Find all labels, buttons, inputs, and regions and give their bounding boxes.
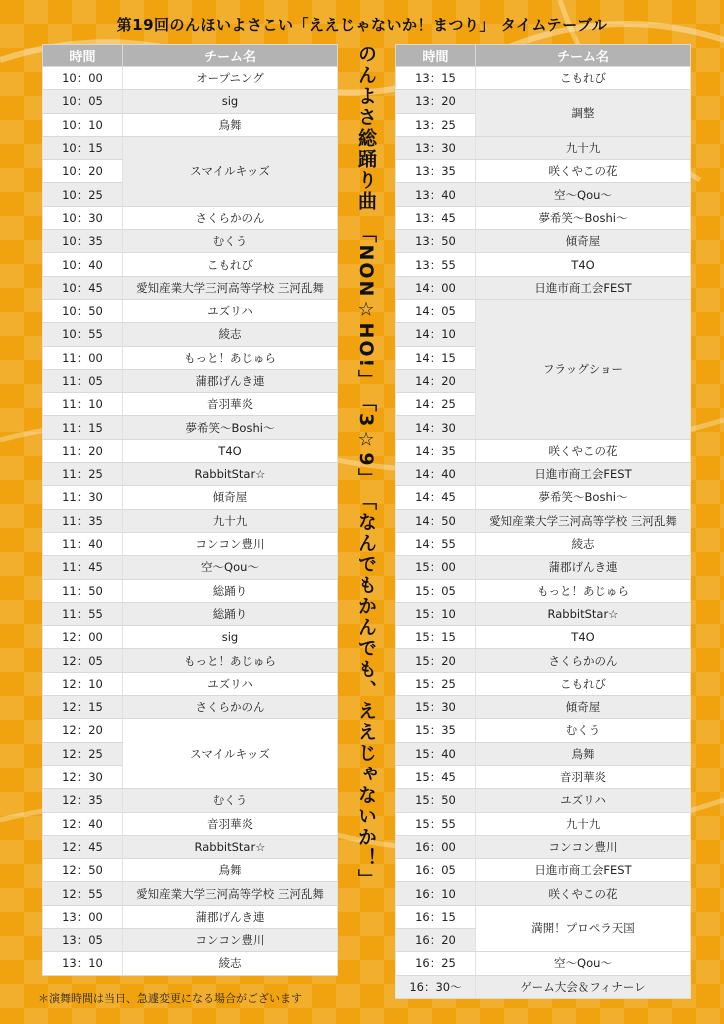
slot-time: 15：50 xyxy=(396,789,476,812)
team-column-header: チーム名 xyxy=(123,45,338,67)
schedule-row xyxy=(396,649,691,672)
slot-time: 12：15 xyxy=(43,696,123,719)
schedule-row xyxy=(396,835,691,858)
schedule-row xyxy=(43,369,338,392)
slot-time: 13：10 xyxy=(43,952,123,975)
slot-time: 10：50 xyxy=(43,299,123,322)
slot-time: 11：25 xyxy=(43,463,123,486)
slot-team: こもれび xyxy=(476,672,691,695)
slot-time: 15：05 xyxy=(396,579,476,602)
schedule-row xyxy=(396,160,691,183)
schedule-row xyxy=(43,206,338,229)
slot-time: 12：45 xyxy=(43,835,123,858)
slot-time: 10：20 xyxy=(43,160,123,183)
slot-team: 日進市商工会FEST xyxy=(476,463,691,486)
schedule-row xyxy=(396,90,691,113)
slot-time: 12：40 xyxy=(43,812,123,835)
slot-time: 12：35 xyxy=(43,789,123,812)
team-column-header: チーム名 xyxy=(476,45,691,67)
slot-team: もっと！あじゅら xyxy=(123,649,338,672)
slot-time: 14：05 xyxy=(396,299,476,322)
table-header-row xyxy=(43,45,338,67)
time-column-header: 時間 xyxy=(43,45,123,67)
slot-team: こもれび xyxy=(123,253,338,276)
slot-time: 14：20 xyxy=(396,369,476,392)
schedule-row xyxy=(396,439,691,462)
slot-team: 蒲郡げんき連 xyxy=(123,369,338,392)
slot-team: 愛知産業大学三河高等学校 三河乱舞 xyxy=(123,882,338,905)
slot-team: 愛知産業大学三河高等学校 三河乱舞 xyxy=(476,509,691,532)
slot-time: 14：35 xyxy=(396,439,476,462)
schedule-row xyxy=(43,835,338,858)
slot-time: 16：10 xyxy=(396,882,476,905)
schedule-row xyxy=(43,532,338,555)
slot-team: もっと！あじゅら xyxy=(123,346,338,369)
slot-time: 15：55 xyxy=(396,812,476,835)
slot-team: 蒲郡げんき連 xyxy=(476,556,691,579)
slot-time: 12：05 xyxy=(43,649,123,672)
slot-team: 夢希笑〜Boshi〜 xyxy=(476,206,691,229)
slot-time: 13：50 xyxy=(396,230,476,253)
slot-time: 14：30 xyxy=(396,416,476,439)
slot-team: 鳥舞 xyxy=(123,113,338,136)
slot-time: 10：05 xyxy=(43,90,123,113)
slot-time: 14：45 xyxy=(396,486,476,509)
slot-time: 13：25 xyxy=(396,113,476,136)
schedule-row xyxy=(43,90,338,113)
slot-team: フラッグショー xyxy=(476,299,691,439)
schedule-row xyxy=(396,299,691,322)
slot-time: 10：10 xyxy=(43,113,123,136)
schedule-row xyxy=(396,532,691,555)
slot-team: 夢希笑〜Boshi〜 xyxy=(123,416,338,439)
slot-time: 11：20 xyxy=(43,439,123,462)
slot-team: 綾志 xyxy=(476,532,691,555)
slot-time: 12：30 xyxy=(43,765,123,788)
slot-time: 11：40 xyxy=(43,532,123,555)
schedule-row xyxy=(396,789,691,812)
slot-team: 傾奇屋 xyxy=(476,230,691,253)
schedule-row xyxy=(396,602,691,625)
slot-time: 12：10 xyxy=(43,672,123,695)
slot-team: スマイルキッズ xyxy=(123,719,338,789)
schedule-row xyxy=(43,253,338,276)
slot-time: 14：10 xyxy=(396,323,476,346)
schedule-row xyxy=(43,486,338,509)
slot-team: 咲くやこの花 xyxy=(476,160,691,183)
slot-team: 満開！プロペラ天国 xyxy=(476,905,691,952)
slot-time: 13：00 xyxy=(43,905,123,928)
schedule-row xyxy=(43,696,338,719)
slot-team: 音羽華炎 xyxy=(123,393,338,416)
schedule-row xyxy=(43,859,338,882)
slot-time: 15：40 xyxy=(396,742,476,765)
slot-time: 14：55 xyxy=(396,532,476,555)
slot-time: 10：40 xyxy=(43,253,123,276)
schedule-row xyxy=(396,975,691,998)
slot-time: 11：45 xyxy=(43,556,123,579)
slot-time: 10：45 xyxy=(43,276,123,299)
slot-team: RabbitStar☆ xyxy=(123,835,338,858)
slot-team: 九十九 xyxy=(476,812,691,835)
slot-team: T4O xyxy=(476,253,691,276)
schedule-row xyxy=(396,253,691,276)
slot-team: 空〜Qou〜 xyxy=(476,952,691,975)
slot-team: 咲くやこの花 xyxy=(476,439,691,462)
schedule-row xyxy=(43,579,338,602)
slot-time: 16：25 xyxy=(396,952,476,975)
slot-team: コンコン豊川 xyxy=(123,928,338,951)
slot-team: 夢希笑〜Boshi〜 xyxy=(476,486,691,509)
schedule-row xyxy=(43,463,338,486)
slot-team: 音羽華炎 xyxy=(123,812,338,835)
slot-time: 15：35 xyxy=(396,719,476,742)
slot-team: オープニング xyxy=(123,67,338,90)
slot-team: T4O xyxy=(476,626,691,649)
slot-time: 12：55 xyxy=(43,882,123,905)
slot-time: 11：55 xyxy=(43,602,123,625)
slot-time: 11：15 xyxy=(43,416,123,439)
dance-song-list: のんよさ総踊り曲 「NON☆HO!」 「3☆9」 「なんでもかんでも、ええじゃないか！」 xyxy=(355,44,377,890)
slot-time: 12：50 xyxy=(43,859,123,882)
slot-time: 12：00 xyxy=(43,626,123,649)
slot-time: 15：30 xyxy=(396,696,476,719)
schedule-row xyxy=(43,416,338,439)
schedule-row xyxy=(43,905,338,928)
slot-time: 11：35 xyxy=(43,509,123,532)
schedule-row xyxy=(43,556,338,579)
schedule-row xyxy=(396,206,691,229)
slot-time: 13：30 xyxy=(396,136,476,159)
schedule-row xyxy=(43,602,338,625)
slot-team: ユズリハ xyxy=(123,672,338,695)
schedule-row xyxy=(396,136,691,159)
slot-time: 13：15 xyxy=(396,67,476,90)
slot-team: もっと！あじゅら xyxy=(476,579,691,602)
slot-time: 11：10 xyxy=(43,393,123,416)
slot-time: 10：00 xyxy=(43,67,123,90)
schedule-row xyxy=(396,765,691,788)
slot-time: 10：55 xyxy=(43,323,123,346)
schedule-row xyxy=(43,439,338,462)
slot-team: むくう xyxy=(123,230,338,253)
slot-team: RabbitStar☆ xyxy=(123,463,338,486)
slot-team: 傾奇屋 xyxy=(123,486,338,509)
slot-time: 13：40 xyxy=(396,183,476,206)
slot-time: 13：20 xyxy=(396,90,476,113)
schedule-row xyxy=(43,672,338,695)
slot-team: むくう xyxy=(476,719,691,742)
schedule-row xyxy=(43,719,338,742)
schedule-row xyxy=(43,323,338,346)
schedule-row xyxy=(43,928,338,951)
time-column-header: 時間 xyxy=(396,45,476,67)
schedule-row xyxy=(396,67,691,90)
slot-time: 15：15 xyxy=(396,626,476,649)
slot-team: 蒲郡げんき連 xyxy=(123,905,338,928)
schedule-row xyxy=(396,626,691,649)
schedule-row xyxy=(396,696,691,719)
slot-time: 13：45 xyxy=(396,206,476,229)
slot-time: 16：30〜 xyxy=(396,975,476,998)
slot-team: 空〜Qou〜 xyxy=(123,556,338,579)
slot-time: 12：25 xyxy=(43,742,123,765)
slot-time: 15：00 xyxy=(396,556,476,579)
slot-team: こもれび xyxy=(476,67,691,90)
slot-time: 10：35 xyxy=(43,230,123,253)
slot-time: 11：50 xyxy=(43,579,123,602)
schedule-row xyxy=(396,463,691,486)
slot-team: 綾志 xyxy=(123,952,338,975)
slot-team: 音羽華炎 xyxy=(476,765,691,788)
slot-team: 総踊り xyxy=(123,602,338,625)
slot-team: むくう xyxy=(123,789,338,812)
schedule-row xyxy=(43,509,338,532)
slot-team: コンコン豊川 xyxy=(476,835,691,858)
slot-time: 15：45 xyxy=(396,765,476,788)
slot-time: 16：20 xyxy=(396,928,476,951)
schedule-row xyxy=(396,230,691,253)
slot-team: RabbitStar☆ xyxy=(476,602,691,625)
slot-time: 15：25 xyxy=(396,672,476,695)
slot-team: さくらかのん xyxy=(476,649,691,672)
slot-team: 傾奇屋 xyxy=(476,696,691,719)
schedule-table-left xyxy=(42,44,338,976)
slot-team: 鳥舞 xyxy=(123,859,338,882)
slot-time: 16：15 xyxy=(396,905,476,928)
slot-team: さくらかのん xyxy=(123,696,338,719)
slot-time: 10：25 xyxy=(43,183,123,206)
schedule-row xyxy=(43,649,338,672)
schedule-table-right xyxy=(395,44,691,999)
schedule-row xyxy=(396,952,691,975)
schedule-row xyxy=(396,556,691,579)
schedule-row xyxy=(43,113,338,136)
slot-team: 九十九 xyxy=(123,509,338,532)
schedule-row xyxy=(43,299,338,322)
slot-time: 16：05 xyxy=(396,859,476,882)
slot-team: 空〜Qou〜 xyxy=(476,183,691,206)
slot-time: 15：20 xyxy=(396,649,476,672)
slot-time: 15：10 xyxy=(396,602,476,625)
slot-time: 14：50 xyxy=(396,509,476,532)
slot-team: 愛知産業大学三河高等学校 三河乱舞 xyxy=(123,276,338,299)
slot-team: さくらかのん xyxy=(123,206,338,229)
slot-team: 調整 xyxy=(476,90,691,137)
schedule-row xyxy=(43,952,338,975)
schedule-row xyxy=(396,859,691,882)
schedule-row xyxy=(396,183,691,206)
schedule-row xyxy=(43,276,338,299)
slot-time: 12：20 xyxy=(43,719,123,742)
slot-time: 13：35 xyxy=(396,160,476,183)
slot-time: 10：30 xyxy=(43,206,123,229)
schedule-row xyxy=(396,486,691,509)
slot-team: 咲くやこの花 xyxy=(476,882,691,905)
slot-team: 日進市商工会FEST xyxy=(476,276,691,299)
slot-team: sig xyxy=(123,90,338,113)
slot-team: 綾志 xyxy=(123,323,338,346)
slot-time: 13：55 xyxy=(396,253,476,276)
slot-team: ゲーム大会＆フィナーレ xyxy=(476,975,691,998)
schedule-row xyxy=(43,789,338,812)
schedule-row xyxy=(396,276,691,299)
table-header-row xyxy=(396,45,691,67)
slot-time: 14：25 xyxy=(396,393,476,416)
slot-time: 13：05 xyxy=(43,928,123,951)
slot-time: 16：00 xyxy=(396,835,476,858)
slot-time: 11：00 xyxy=(43,346,123,369)
slot-team: 総踊り xyxy=(123,579,338,602)
slot-team: sig xyxy=(123,626,338,649)
schedule-row xyxy=(43,812,338,835)
slot-team: 日進市商工会FEST xyxy=(476,859,691,882)
slot-team: ユズリハ xyxy=(476,789,691,812)
slot-team: スマイルキッズ xyxy=(123,136,338,206)
schedule-row xyxy=(43,67,338,90)
schedule-row xyxy=(43,346,338,369)
slot-time: 14：40 xyxy=(396,463,476,486)
slot-team: 九十九 xyxy=(476,136,691,159)
schedule-row xyxy=(43,136,338,159)
slot-time: 14：15 xyxy=(396,346,476,369)
schedule-row xyxy=(396,672,691,695)
schedule-row xyxy=(43,882,338,905)
slot-time: 11：05 xyxy=(43,369,123,392)
slot-time: 10：15 xyxy=(43,136,123,159)
page-title: 第19回のんほいよさこい「ええじゃないか！まつり」 タイムテーブル xyxy=(116,16,608,34)
slot-team: コンコン豊川 xyxy=(123,532,338,555)
schedule-row xyxy=(396,742,691,765)
schedule-row xyxy=(396,579,691,602)
slot-team: 鳥舞 xyxy=(476,742,691,765)
schedule-row xyxy=(396,719,691,742)
schedule-row xyxy=(396,882,691,905)
slot-team: T4O xyxy=(123,439,338,462)
schedule-row xyxy=(396,905,691,928)
schedule-row xyxy=(396,509,691,532)
schedule-row xyxy=(396,812,691,835)
schedule-change-note: ＊演舞時間は当日、急遽変更になる場合がございます xyxy=(38,992,302,1005)
slot-team: ユズリハ xyxy=(123,299,338,322)
slot-time: 11：30 xyxy=(43,486,123,509)
schedule-row xyxy=(43,626,338,649)
schedule-row xyxy=(43,230,338,253)
schedule-row xyxy=(43,393,338,416)
slot-time: 14：00 xyxy=(396,276,476,299)
